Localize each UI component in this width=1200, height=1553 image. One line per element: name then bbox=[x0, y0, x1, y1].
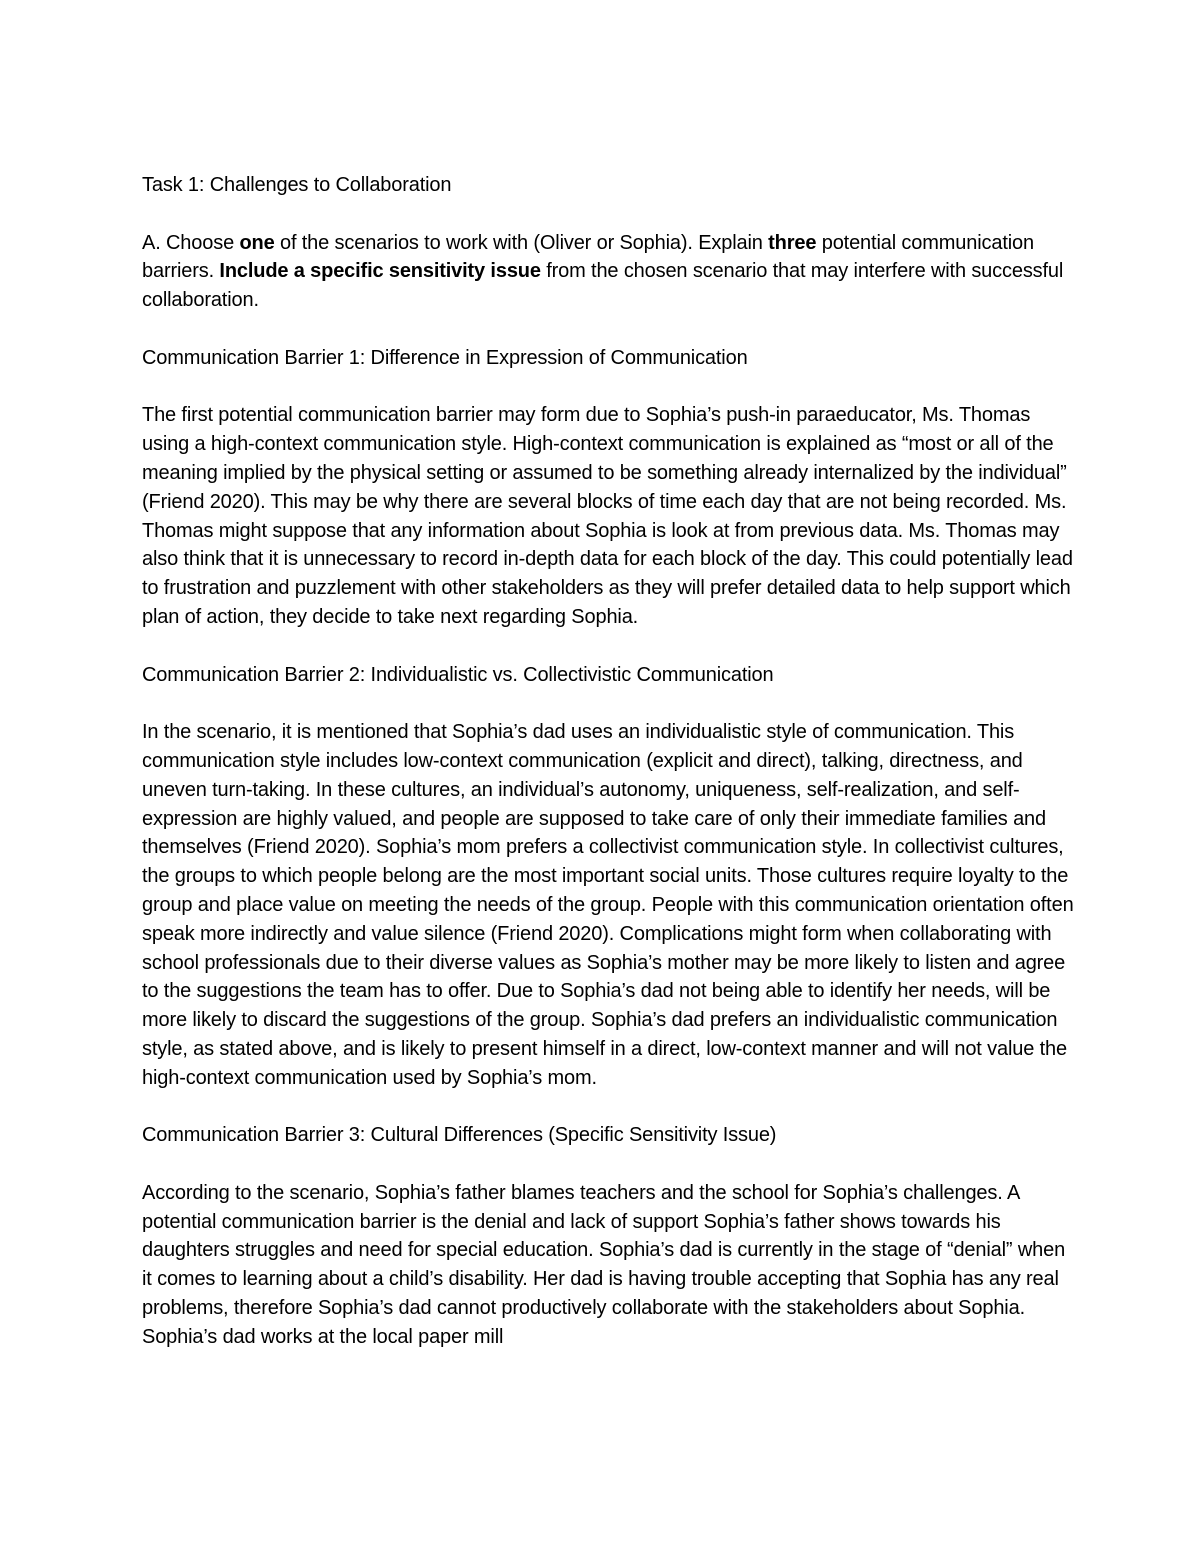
task-title: Task 1: Challenges to Collaboration bbox=[142, 174, 452, 196]
barrier-1-body: The first potential communication barrier may form due to Sophia’s push-in paraeducator, Ms. Thomas using a high-context communication style. High-context communication is explained as “most or all of the meaning implied by the physical setting or assumed to be something already internalized by the individual” (Friend 2020). This may be why there are several blocks of time each day that are not being recorded. Ms. Thomas might suppose that any information about Sophia is look at from previous data. Ms. Thomas may also think that it is unnecessary to record in-depth data for each block of the day. This could potentially lead to frustration and puzzlement with other stakeholders as they will prefer detailed data to help support which plan of action, they decide to take next regarding Sophia. bbox=[142, 404, 1073, 628]
prompt-bold-sensitivity: Include a specific sensitivity issue bbox=[219, 260, 541, 283]
barrier-2-body: In the scenario, it is mentioned that Sophia’s dad uses an individualistic style of communication. This communication style includes low-context communication (explicit and direct), talking, directness, and uneven turn-taking. In these cultures, an individual’s autonomy, uniqueness, self-realization, and self-expression are highly valued, and people are supposed to take care of only their immediate families and themselves (Friend 2020). Sophia’s mom prefers a collectivist communication style. In collectivist cultures, the groups to which people belong are the most important social units. Those cultures require loyalty to the group and place value on meeting the needs of the group. People with this communication orientation often speak more indirectly and value silence (Friend 2020). Complications might form when collaborating with school professionals due to their diverse values as Sophia’s mother may be more likely to listen and agree to the suggestions the team has to offer. Due to Sophia’s dad not being able to identify her needs, will be more likely to discard the suggestions of the group. Sophia’s dad prefers an individualistic communication style, as stated above, and is likely to present himself in a direct, low-context manner and will not value the high-context communication used by Sophia’s mom. bbox=[142, 721, 1074, 1089]
barrier-3-body: According to the scenario, Sophia’s father blames teachers and the school for Sophia’s challenges. A potential communication barrier is the denial and lack of support Sophia’s father shows towards his daughters struggles and need for special education. Sophia’s dad is currently in the stage of “denial” when it comes to learning about a child’s disability. Her dad is having trouble accepting that Sophia has any real problems, therefore Sophia’s dad cannot productively collaborate with the stakeholders about Sophia. Sophia’s dad works at the local paper mill bbox=[142, 1181, 1066, 1348]
barrier-1-heading: Communication Barrier 1: Difference in Expression of Communication bbox=[142, 346, 748, 369]
document-page bbox=[142, 171, 1077, 1380]
prompt-text-4: from the chosen scenario that may interfere with successful collaboration. bbox=[142, 260, 1064, 312]
prompt-text-1: A. Choose bbox=[142, 231, 240, 254]
assignment-prompt bbox=[142, 229, 1077, 315]
prompt-bold-one: one bbox=[239, 231, 275, 254]
prompt-text-3: potential communication barriers. bbox=[142, 231, 1034, 283]
prompt-text-2: of the scenarios to work with (Oliver or Sophia). Explain bbox=[274, 231, 769, 254]
prompt-bold-three: three bbox=[768, 231, 817, 254]
barrier-2-heading: Communication Barrier 2: Individualistic vs. Collectivistic Communication bbox=[142, 663, 774, 686]
barrier-3-heading: Communication Barrier 3: Cultural Differences (Specific Sensitivity Issue) bbox=[142, 1124, 777, 1147]
